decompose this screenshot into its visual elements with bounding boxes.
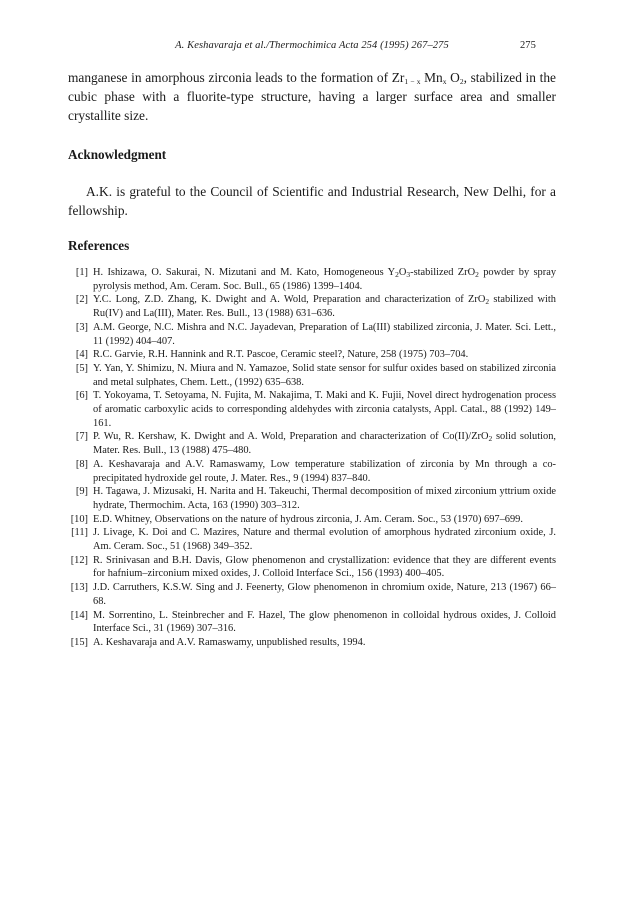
reference-item — [66, 458, 556, 485]
references-heading: References — [68, 238, 130, 253]
reference-number: [4] — [75, 349, 88, 361]
reference-number: [10] — [70, 513, 88, 525]
running-header — [0, 40, 624, 56]
reference-item — [66, 389, 556, 430]
reference-number: [1] — [75, 267, 88, 278]
reference-number: [14] — [70, 609, 88, 621]
reference-text: stabilized with Ru(IV) and La(III), Mater. Res. Bull., 13 (1988) 631–636. — [93, 294, 556, 320]
reference-text: R.C. Garvie, R.H. Hannink and R.T. Pascoe, Ceramic steel?, Nature, 258 (1975) 703–704. — [93, 349, 469, 361]
reference-number: [2] — [75, 294, 88, 306]
intro-paragraph — [68, 68, 556, 125]
reference-text: M. Sorrentino, L. Steinbrecher and F. Hazel, The glow phenomenon in colloidal hydrous oxides, J. Colloid Interface Sci., 31 (1969) 307–316. — [93, 609, 556, 635]
reference-item — [66, 266, 556, 293]
reference-item — [66, 321, 556, 348]
reference-item — [66, 430, 556, 457]
reference-item — [66, 362, 556, 389]
reference-subscript: 2 — [485, 297, 490, 307]
reference-text: Y. Yan, Y. Shimizu, N. Miura and N. Yamazoe, Solid state sensor for sulfur oxides based on stabilized zirconia and metal sulphates, Chem. Lett., (1992) 635–638. — [93, 362, 556, 388]
reference-number: [11] — [71, 527, 88, 539]
reference-text: T. Yokoyama, T. Setoyama, N. Fujita, M. Nakajima, T. Maki and K. Fujii, Novel direct hydrogenation process of aromatic carboxylic acids to corresponding aldehydes with zirconia catalysts, Appl. Catal., 88 (1992) 149–161. — [93, 390, 556, 429]
reference-list — [66, 266, 556, 650]
reference-text: powder by spray pyrolysis method, Am. Ceram. Soc. Bull., 65 (1986) 1399–1404. — [93, 267, 557, 292]
reference-number: [3] — [75, 321, 88, 333]
running-title: A. Keshavaraja et al./Thermochimica Acta 254 (1995) 267–275 — [175, 40, 449, 51]
intro-text: , stabilized in the cubic phase with a fluorite-type structure, having a larger surface area and smaller crystallite size. — [68, 70, 556, 123]
reference-number: [5] — [75, 362, 88, 374]
reference-item — [66, 636, 556, 650]
intro-subscript: 1 − x — [404, 77, 421, 86]
acknowledgment-heading: Acknowledgment — [68, 147, 167, 162]
reference-number: [8] — [75, 458, 88, 470]
intro-subscript: 2 — [459, 77, 464, 86]
reference-text: Y.C. Long, Z.D. Zhang, K. Dwight and A. Wold, Preparation and characterization of ZrO — [93, 294, 486, 306]
reference-item — [66, 609, 556, 636]
reference-item — [66, 513, 556, 527]
reference-text: P. Wu, R. Kershaw, K. Dwight and A. Wold, Preparation and characterization of Co(II)/ZrO — [93, 431, 489, 443]
reference-number: [12] — [70, 554, 88, 566]
reference-number: [9] — [75, 486, 88, 498]
intro-text: manganese in amorphous zirconia leads to the formation of Zr — [68, 70, 405, 85]
reference-text: R. Srinivasan and B.H. Davis, Glow phenomenon and crystallization: evidence that they are different events for hafnium–zirconium mixed oxides, J. Colloid Interface Sci., 156 (1993) 400–405. — [93, 554, 556, 580]
intro-text: O — [446, 70, 460, 85]
reference-text: -stabilized ZrO — [410, 267, 476, 278]
intro-text: Mn — [420, 70, 443, 85]
reference-subscript: 2 — [488, 434, 493, 444]
intro-subscript: x — [442, 77, 447, 86]
reference-item — [66, 485, 556, 512]
reference-text: solid solution, Mater. Res. Bull., 13 (1988) 475–480. — [93, 431, 556, 457]
reference-text: H. Tagawa, J. Mizusaki, H. Narita and H. Takeuchi, Thermal decomposition of mixed zirconium yttrium oxide hydrate, Thermochim. Acta, 163 (1990) 303–312. — [93, 486, 556, 511]
reference-number: [13] — [70, 582, 88, 594]
page-number: 275 — [519, 40, 536, 51]
reference-text: H. Ishizawa, O. Sakurai, N. Mizutani and M. Kato, Homogeneous Y — [93, 267, 396, 278]
reference-subscript: 3 — [406, 270, 411, 279]
reference-item — [66, 526, 556, 553]
reference-text: A.M. George, N.C. Mishra and N.C. Jayadevan, Preparation of La(III) stabilized zirconia, J. Mater. Sci. Lett., 11 (1992) 404–407. — [93, 321, 556, 347]
reference-number: [7] — [75, 431, 88, 443]
reference-text: A. Keshavaraja and A.V. Ramaswamy, Low temperature stabilization of zirconia by Mn through a co-precipitated hydroxide gel route, J. Mater. Res., 9 (1994) 837–840. — [93, 458, 556, 484]
reference-subscript: 2 — [395, 270, 399, 279]
reference-text: J.D. Carruthers, K.S.W. Sing and J. Feenerty, Glow phenomenon in chromium oxide, Nature, 213 (1967) 66–68. — [93, 582, 556, 607]
acknowledgment-text: A.K. is grateful to the Council of Scientific and Industrial Research, New Delhi, for a fellowship. — [68, 184, 556, 218]
reference-number: [15] — [70, 636, 88, 648]
reference-text: O — [398, 267, 407, 278]
reference-item — [66, 554, 556, 581]
reference-subscript: 2 — [475, 270, 479, 279]
reference-text: A. Keshavaraja and A.V. Ramaswamy, unpublished results, 1994. — [93, 636, 366, 648]
reference-text: J. Livage, K. Doi and C. Mazires, Nature and thermal evolution of amorphous hydrated zirconium oxide, J. Am. Ceram. Soc., 51 (1968) 349–352. — [93, 527, 556, 553]
reference-text: E.D. Whitney, Observations on the nature of hydrous zirconia, J. Am. Ceram. Soc., 53 (1970) 697–699. — [93, 513, 523, 525]
reference-item — [66, 293, 556, 320]
reference-number: [6] — [75, 390, 88, 402]
reference-item — [66, 581, 556, 608]
reference-item — [66, 348, 556, 362]
